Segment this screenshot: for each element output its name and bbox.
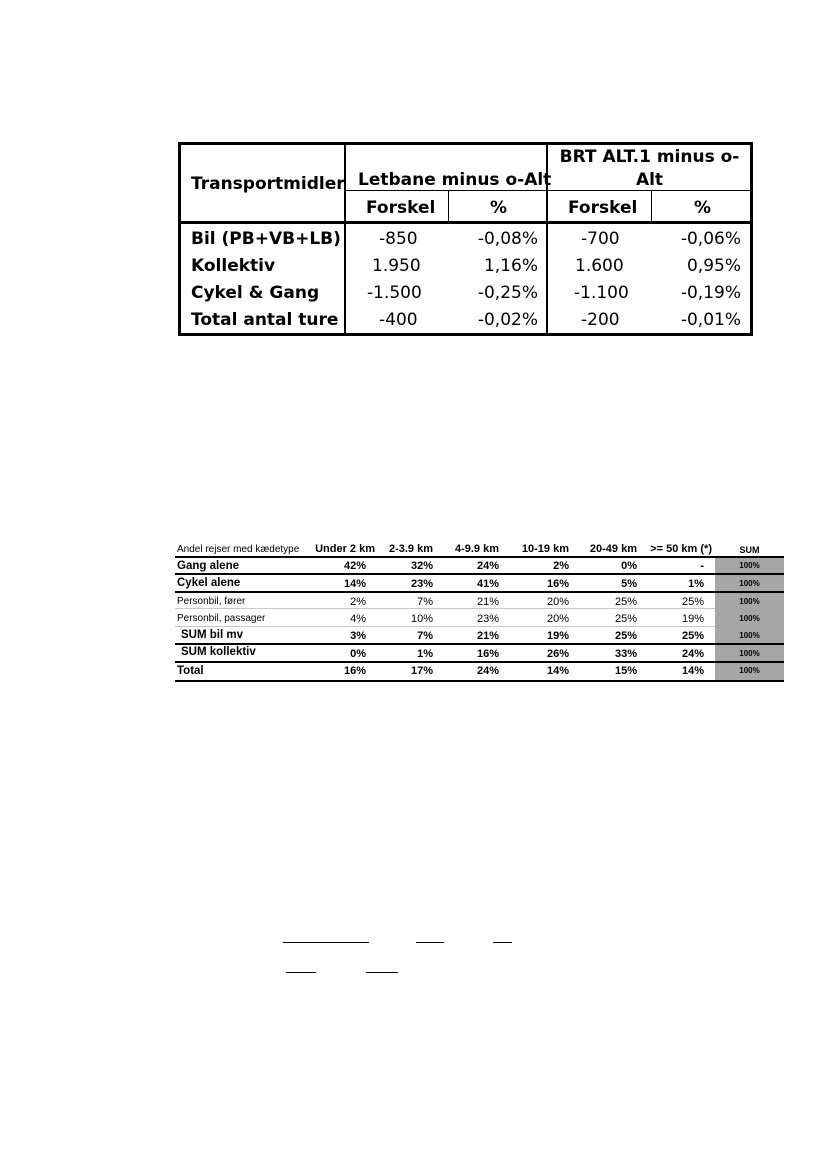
cell: 19%: [546, 630, 569, 642]
cell-brt-pct: -0,06%: [680, 229, 741, 249]
cell-letbane-forskel: -850: [379, 229, 418, 249]
cell-letbane-forskel: 1.950: [372, 256, 421, 276]
cell: 41%: [476, 578, 499, 590]
cell: 0%: [350, 648, 366, 660]
cell-brt-pct: -0,19%: [680, 283, 741, 303]
sum-cell: 100%: [739, 666, 760, 675]
cell: 16%: [343, 665, 366, 677]
rule: [175, 573, 784, 575]
row-label: Kollektiv: [191, 256, 276, 276]
cell-brt-forskel: -700: [581, 229, 620, 249]
row-label: Cykel & Gang: [191, 283, 320, 303]
header-over-50km: >= 50 km (*): [650, 543, 712, 555]
cell: 23%: [476, 613, 499, 625]
cell: 25%: [614, 613, 637, 625]
row-label: Bil (PB+VB+LB): [191, 229, 341, 249]
subheader-forskel-brt: Forskel: [568, 198, 638, 218]
sum-cell: 100%: [739, 649, 760, 658]
row-label: Personbil, passager: [177, 613, 266, 624]
cell: 1%: [688, 578, 704, 590]
cell: 14%: [546, 665, 569, 677]
cell: 10%: [410, 613, 433, 625]
cell: 7%: [417, 596, 433, 608]
table-divider-col1: [344, 142, 346, 336]
row-label: Gang alene: [177, 560, 239, 572]
row-label: Personbil, fører: [177, 596, 246, 607]
cell-brt-forskel: 1.600: [575, 256, 624, 276]
table-subdivider-1: [448, 190, 449, 222]
table-header-rule: [178, 221, 753, 224]
cell-letbane-forskel: -1.500: [367, 283, 422, 303]
table-subheader-rule: [344, 190, 753, 191]
cell: 7%: [417, 630, 433, 642]
header-sum: SUM: [739, 545, 760, 555]
rule: [175, 643, 784, 645]
cell: 25%: [614, 630, 637, 642]
header-under-2km: Under 2 km: [315, 543, 375, 555]
table-border-left: [178, 142, 181, 336]
transport-comparison-table: [178, 142, 753, 336]
cell: 16%: [546, 578, 569, 590]
header-20-49km: 20-49 km: [589, 543, 637, 555]
header-brt-line1: BRT ALT.1 minus o-: [559, 147, 740, 167]
underline-mark: [416, 942, 444, 943]
cell-letbane-pct: -0,02%: [477, 310, 538, 330]
cell: 5%: [621, 578, 637, 590]
cell: 15%: [614, 665, 637, 677]
underline-mark: [493, 942, 512, 943]
cell-brt-pct: -0,01%: [680, 310, 741, 330]
sum-cell: 100%: [739, 614, 760, 623]
rule: [175, 680, 784, 682]
header-2-3.9km: 2-3.9 km: [388, 543, 433, 555]
cell: 42%: [343, 560, 366, 572]
underline-mark: [283, 942, 369, 943]
row-label: Total: [177, 665, 204, 677]
sum-cell: 100%: [739, 631, 760, 640]
row-label: SUM kollektiv: [181, 646, 256, 658]
cell: 25%: [681, 596, 704, 608]
cell: 24%: [476, 560, 499, 572]
cell: 25%: [681, 630, 704, 642]
header-brt-line2: Alt: [635, 170, 664, 190]
header-transportmidler: Transportmidler: [191, 174, 345, 194]
cell: 3%: [350, 630, 366, 642]
underline-mark: [286, 972, 316, 973]
cell: 14%: [343, 578, 366, 590]
cell: 19%: [681, 613, 704, 625]
cell: 26%: [546, 648, 569, 660]
cell: 14%: [681, 665, 704, 677]
underline-mark: [366, 972, 398, 973]
cell-letbane-pct: 1,16%: [483, 256, 538, 276]
row-label: Cykel alene: [177, 577, 241, 589]
cell: 33%: [614, 648, 637, 660]
cell: 2%: [553, 560, 569, 572]
cell-brt-pct: 0,95%: [686, 256, 741, 276]
cell: 24%: [476, 665, 499, 677]
cell: 21%: [476, 596, 499, 608]
cell: 1%: [417, 648, 433, 660]
table-subdivider-2: [651, 190, 652, 222]
sum-cell: 100%: [739, 597, 760, 606]
cell-letbane-pct: -0,08%: [477, 229, 538, 249]
cell: 20%: [546, 596, 569, 608]
cell: 23%: [410, 578, 433, 590]
cell: -: [700, 560, 704, 572]
row-label: SUM bil mv: [181, 629, 243, 641]
subheader-forskel-letbane: Forskel: [366, 198, 436, 218]
cell: 32%: [410, 560, 433, 572]
cell-brt-forskel: -1.100: [574, 283, 629, 303]
header-10-19km: 10-19 km: [521, 543, 569, 555]
cell: 25%: [614, 596, 637, 608]
subheader-pct-letbane: %: [490, 198, 508, 218]
cell: 0%: [621, 560, 637, 572]
cell: 2%: [350, 596, 366, 608]
rule: [175, 556, 784, 558]
cell: 16%: [476, 648, 499, 660]
cell: 4%: [350, 613, 366, 625]
trip-chain-distance-table: [175, 540, 784, 682]
cell: 17%: [410, 665, 433, 677]
rule: [175, 626, 715, 627]
header-letbane: Letbane minus o-Alt: [358, 170, 552, 190]
corner-label: Andel rejser med kædetype: [177, 544, 300, 555]
table-border-top: [178, 142, 753, 145]
cell-brt-forskel: -200: [581, 310, 620, 330]
cell: 21%: [476, 630, 499, 642]
subheader-pct-brt: %: [694, 198, 712, 218]
rule: [175, 591, 784, 593]
rule: [175, 661, 784, 663]
row-label: Total antal ture: [191, 310, 339, 330]
sum-cell: 100%: [739, 561, 760, 570]
sum-cell: 100%: [739, 579, 760, 588]
cell-letbane-pct: -0,25%: [477, 283, 538, 303]
cell-letbane-forskel: -400: [379, 310, 418, 330]
cell: 20%: [546, 613, 569, 625]
header-4-9.9km: 4-9.9 km: [454, 543, 499, 555]
cell: 24%: [681, 648, 704, 660]
table-border-bottom: [178, 333, 753, 336]
